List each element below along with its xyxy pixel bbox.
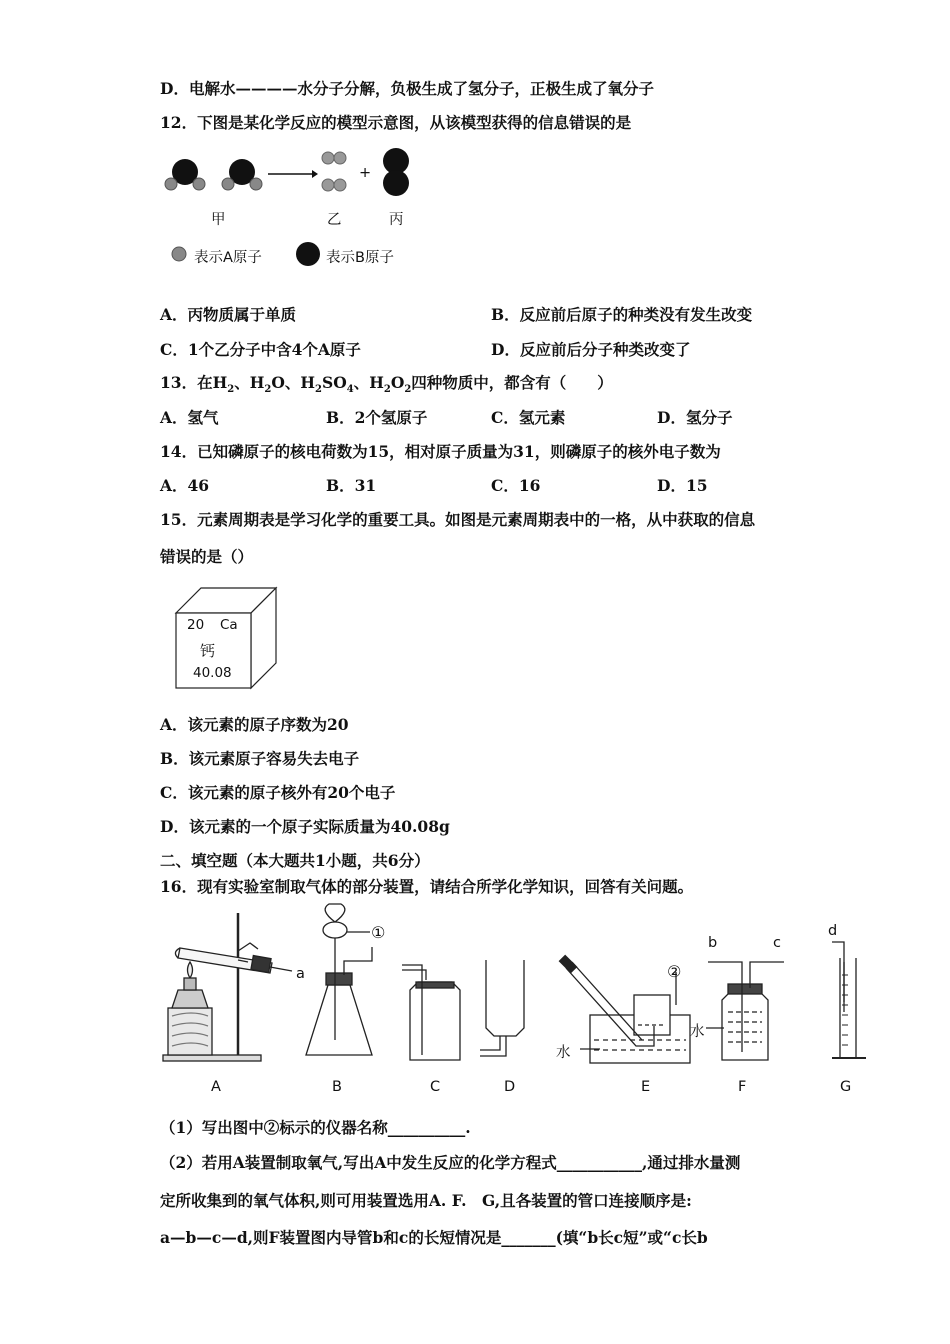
label-circle-1: ①: [371, 923, 386, 942]
q14-option-c: C．16: [491, 476, 541, 495]
label-jia: 甲: [211, 212, 226, 228]
q11-option-d: D．电解水————水分子分解，负极生成了氢分子，正极生成了氧分子: [160, 79, 654, 98]
apparatus-b: [306, 904, 372, 1055]
label-circle-2: ②: [667, 962, 682, 981]
q14-option-b: B．31: [326, 476, 377, 495]
q16-sub2-line3: a—b—c—d,则F装置图内导管b和c的长短情况是_______(填“b长c短”或“c长b: [160, 1228, 708, 1247]
legend-b-text: 表示B原子: [326, 250, 394, 266]
label-yi: 乙: [327, 212, 342, 228]
q16-sub2-line2: 定所收集到的氧气体积,则可用装置选用A. F. G,且各装置的管口连接顺序是:: [160, 1191, 692, 1210]
label-bing: 丙: [389, 212, 404, 228]
q15-option-a: A．该元素的原子序数为20: [160, 715, 349, 734]
q12-option-a: A．丙物质属于单质: [160, 305, 297, 324]
apparatus-a: [163, 913, 292, 1061]
q15-stem-line1: 15．元素周期表是学习化学的重要工具。如图是元素周期表中的一格，从中获取的信息: [160, 510, 756, 529]
apparatus-d: [480, 960, 524, 1056]
apparatus-f: [706, 962, 784, 1060]
q16-stem: 16．现有实验室制取气体的部分装置，请结合所学化学知识，回答有关问题。: [160, 877, 694, 896]
cell-name: 钙: [200, 642, 216, 660]
q14-option-d: D．15: [657, 476, 708, 495]
q15-option-d: D．该元素的一个原子实际质量为40.08g: [160, 817, 450, 836]
label-a-tube: a: [296, 966, 305, 982]
apparatus-label-e: E: [641, 1079, 651, 1095]
q13-option-c: C．氢元素: [491, 408, 566, 427]
q14-option-a: A．46: [160, 476, 210, 495]
q15-option-b: B．该元素原子容易失去电子: [160, 749, 360, 768]
q12-option-b: B．反应前后原子的种类没有发生改变: [491, 305, 753, 324]
apparatus-g: [832, 942, 866, 1058]
q16-sub1: （1）写出图中②标示的仪器名称__________.: [160, 1118, 471, 1137]
apparatus-label-d: D: [504, 1079, 516, 1095]
legend-a-text: 表示A原子: [194, 250, 262, 266]
q13-stem: 13．在$H_2$、$H_2O$、$H_2SO_4$、$H_2O_2$四种物质中，都含有（ ）: [160, 373, 613, 396]
q12-option-c: C．1个乙分子中含4个A原子: [160, 340, 361, 359]
q12-stem: 12．下图是某化学反应的模型示意图，从该模型获得的信息错误的是: [160, 113, 632, 132]
apparatus-label-c: C: [430, 1079, 441, 1095]
apparatus-label-f: F: [738, 1079, 747, 1095]
apparatus-label-g: G: [840, 1079, 852, 1095]
plus-sign: +: [359, 165, 372, 181]
q15-stem-line2: 错误的是（）: [160, 547, 254, 566]
cell-symbol: Ca: [220, 617, 238, 633]
apparatus-label-b: B: [332, 1079, 342, 1095]
cell-atomic-number: 20: [187, 617, 205, 633]
apparatus-c: [402, 965, 460, 1060]
q13-option-a: A．氢气: [160, 408, 219, 427]
label-c-tube: c: [773, 935, 781, 951]
q13-option-d: D．氢分子: [657, 408, 733, 427]
q12-option-d: D．反应前后分子种类改变了: [491, 340, 691, 359]
section-2-heading: 二、填空题（本大题共1小题，共6分）: [160, 851, 430, 870]
apparatus-label-a: A: [211, 1079, 221, 1095]
label-b-tube: b: [708, 935, 718, 951]
label-water-f: 水: [690, 1024, 705, 1040]
cell-mass: 40.08: [193, 665, 232, 681]
q16-sub2-line1: （2）若用A装置制取氧气,写出A中发生反应的化学方程式___________,通过排水量测: [160, 1153, 741, 1172]
label-water-e: 水: [556, 1045, 571, 1061]
label-d-tube: d: [828, 923, 838, 939]
q13-option-b: B．2个氢原子: [326, 408, 428, 427]
q15-option-c: C．该元素的原子核外有20个电子: [160, 783, 396, 802]
q14-stem: 14．已知磷原子的核电荷数为15，相对原子质量为31，则磷原子的核外电子数为: [160, 442, 721, 461]
